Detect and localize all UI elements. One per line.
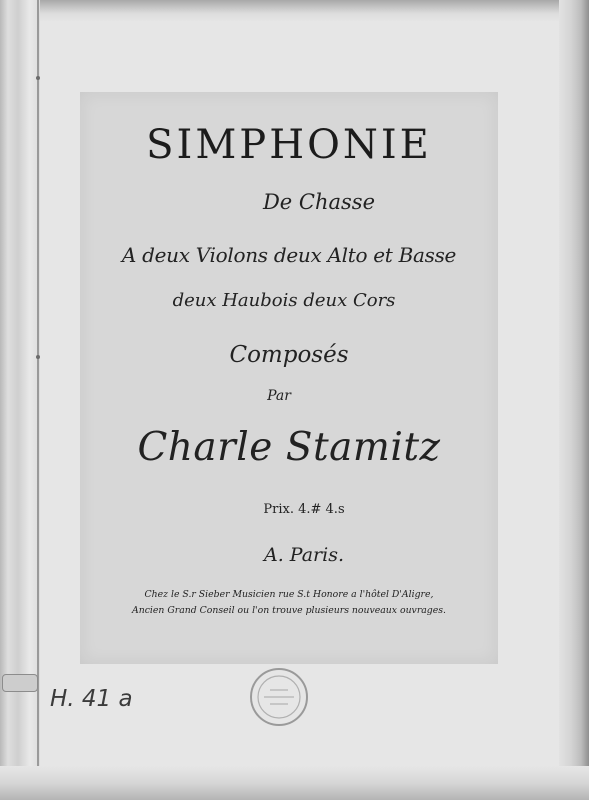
instrumentation-line-1: A deux Violons deux Alto et Basse bbox=[121, 243, 457, 267]
shelfmark-label: H. 41 a bbox=[50, 686, 133, 712]
subtitle: De Chasse bbox=[262, 190, 376, 214]
place: A. Paris. bbox=[263, 544, 344, 566]
title-plate bbox=[80, 92, 498, 664]
binding-hole bbox=[36, 76, 40, 80]
page-top-edge bbox=[0, 0, 589, 22]
composer-name: Charle Stamitz bbox=[137, 425, 441, 470]
publisher-line-1: Chez le S.r Sieber Musicien rue S.t Honore a l'hôtel D'Aligre, bbox=[144, 589, 434, 600]
by-label: Par bbox=[267, 388, 291, 404]
price: Prix. 4.# 4.s bbox=[263, 502, 345, 517]
instrumentation-line-2: deux Haubois deux Cors bbox=[172, 290, 396, 311]
publisher-line-2: Ancien Grand Conseil ou l'on trouve plusieurs nouveaux ouvrages. bbox=[132, 605, 446, 616]
library-stamp-icon bbox=[248, 666, 310, 728]
composed-label: Composés bbox=[229, 342, 349, 368]
binding-clip bbox=[2, 674, 38, 692]
binding-hole bbox=[36, 355, 40, 359]
page-right-edge bbox=[559, 0, 589, 800]
page-title: SIMPHONIE bbox=[146, 122, 432, 168]
page-bottom-edge bbox=[0, 766, 589, 800]
